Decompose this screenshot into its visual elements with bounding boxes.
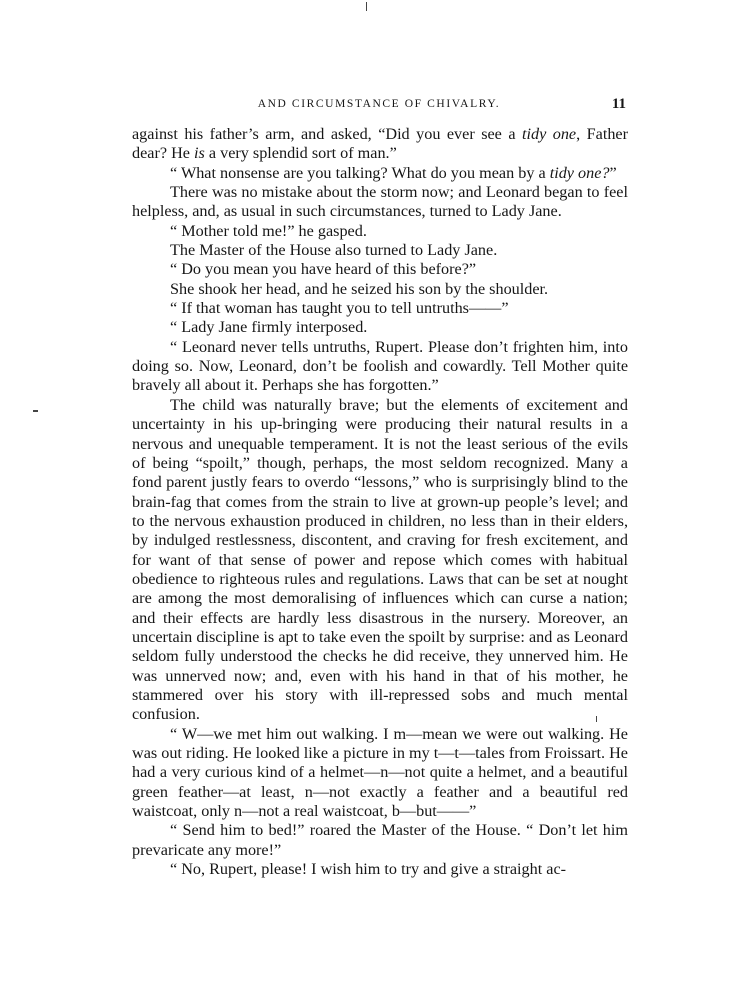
page-header: [132, 96, 626, 114]
scan-speck: [596, 716, 597, 722]
text-run: “ Send him to bed!” roared the Master of the House. “ Don’t let him prevaricate any more!”: [132, 821, 628, 859]
paragraph: [132, 280, 628, 299]
paragraph: [132, 222, 628, 241]
paragraph: [132, 260, 628, 279]
paragraph: [132, 821, 628, 860]
text-run: She shook her head, and he seized his son by the shoulder.: [170, 279, 549, 298]
paragraph: [132, 125, 628, 164]
paragraph: [132, 860, 628, 879]
text-run: a very splendid sort of man.”: [204, 144, 397, 163]
scan-speck: [33, 410, 38, 412]
text-run: “ No, Rupert, please! I wish him to try and give a straight ac-: [170, 860, 567, 879]
paragraph: [132, 183, 628, 222]
paragraph: [132, 299, 628, 318]
text-run: , Father dear? He: [132, 125, 628, 163]
text-run: “ Lady Jane firmly interposed.: [170, 318, 368, 337]
paragraph: [132, 164, 628, 183]
text-run: “ W—we met him out walking. I m—mean we were out walking. He was out riding. He looked like a picture in my t—t—tales from Froissart. He had a very curious kind of a helmet—n—not quite a helmet, and a beautiful green feather—at least, n—not exactly a feather and a beautiful red waistcoat, only n—not a real waistcoat, b—but——”: [132, 724, 628, 821]
text-run: The child was naturally brave; but the elements of excitement and uncertainty in his up-bringing were producing their natural results in a nervous and unequable temperament. It is not the least serious of the evils of being “spoilt,” though, perhaps, the most seldom recognized. Many a fond parent justly fears to overdo “lessons,” who is surprisingly blind to the brain-fag that comes from the strain to live at grown-up people’s level; and to the nervous exhaustion produced in children, no less than in their elders, by indulged restlessness, discontent, and craving for fresh excitement, and for want of that sense of power and repose which comes with habitual obedience to righteous rules and regulations. Laws that can be set at nought are among the most demoralising of influences which can curse a nation; and their effects are hardly less disastrous in the nursery. Moreover, an uncertain discipline is apt to take even the spoilt by surprise: and as Leonard seldom fully understood the checks he did receive, they unnerved him. He was unnerved now; and, even with his hand in that of his mother, he stammered over his story with ill-repressed sobs and much mental confusion.: [132, 395, 628, 724]
text-run: “ What nonsense are you talking? What do you mean by a: [170, 163, 550, 182]
paragraph: [132, 396, 628, 725]
text-run: “ If that woman has taught you to tell untruths——”: [170, 299, 509, 318]
italic-text: is: [194, 144, 205, 163]
italic-text: tidy one?: [549, 163, 610, 182]
paragraph: [132, 725, 628, 822]
running-title: AND CIRCUMSTANCE OF CHIVALRY.: [257, 98, 501, 110]
body-text: [132, 125, 628, 879]
paragraph: [132, 241, 628, 260]
text-run: The Master of the House also turned to Lady Jane.: [170, 241, 498, 260]
text-run: “ Mother told me!” he gasped.: [170, 221, 367, 240]
paragraph: [132, 318, 628, 337]
text-run: ”: [609, 163, 617, 182]
text-run: There was no mistake about the storm now; and Leonard began to feel helpless, and, as usual in such circumstances, turned to Lady Jane.: [132, 183, 628, 221]
scan-speck: [366, 2, 367, 11]
paragraph: [132, 338, 628, 396]
text-run: “ Leonard never tells untruths, Rupert. Please don’t frighten him, into doing so. Now, Leonard, don’t be foolish and cowardly. Tell Mother quite bravely all about it. Perhaps she has forgotten.”: [132, 337, 628, 395]
text-run: “ Do you mean you have heard of this before?”: [170, 260, 477, 279]
page-number: 11: [611, 96, 626, 112]
italic-text: tidy one: [522, 125, 577, 143]
text-run: against his father’s arm, and asked, “Did you ever see a: [132, 125, 522, 143]
